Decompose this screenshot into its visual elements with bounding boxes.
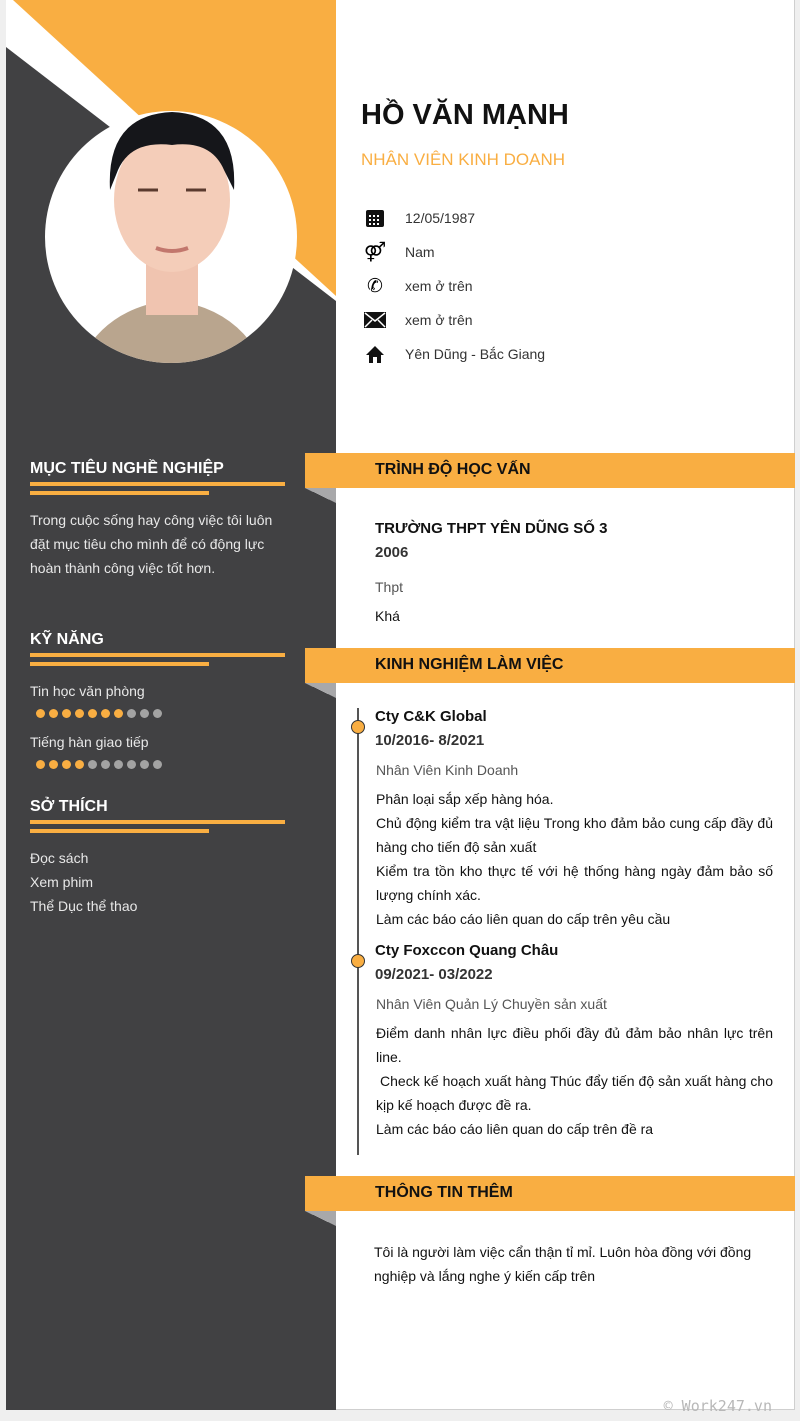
skill-dot <box>101 760 110 769</box>
job-period: 09/2021- 03/2022 <box>375 966 493 983</box>
skill-dot <box>49 709 58 718</box>
gender-icon: ⚤ <box>363 241 387 263</box>
phone: xem ở trên <box>405 278 473 294</box>
info-address <box>364 342 764 366</box>
skill-dot <box>101 709 110 718</box>
hobby-item: Đọc sách <box>30 850 89 866</box>
skill-dot <box>62 709 71 718</box>
job-duty: Làm các báo cáo liên quan do cấp trên đề ra <box>376 1121 654 1137</box>
candidate-name: HỒ VĂN MẠNH <box>361 99 569 131</box>
skill-dot <box>127 760 136 769</box>
skill-dot <box>36 709 45 718</box>
email-icon <box>364 309 386 331</box>
ribbon-fold <box>305 683 336 698</box>
experience-title: KINH NGHIỆM LÀM VIỆC <box>375 656 564 673</box>
objective-heading: MỤC TIÊU NGHỀ NGHIỆP <box>30 460 224 477</box>
divider <box>30 820 285 824</box>
major: Thpt <box>375 579 404 595</box>
header-decoration <box>6 0 336 370</box>
gender: Nam <box>405 244 435 260</box>
home-icon <box>364 343 386 365</box>
skill-dot <box>140 760 149 769</box>
skill-name: Tin học văn phòng <box>30 683 145 699</box>
ribbon-fold <box>305 1211 336 1226</box>
info-birthdate <box>364 206 764 230</box>
skill-rating <box>36 709 162 718</box>
address: Yên Dũng - Bắc Giang <box>405 346 546 362</box>
job-description <box>376 1021 773 1141</box>
additional-title: THÔNG TIN THÊM <box>375 1184 513 1201</box>
skill-dot <box>88 709 97 718</box>
objective-text: Trong cuộc sống hay công việc tôi luôn đặt mục tiêu cho mình để có động lực hoàn thành công việc tốt hơn. <box>30 512 273 576</box>
hobbies-heading: SỞ THÍCH <box>30 798 108 815</box>
skill-dot <box>114 760 123 769</box>
additional-text: Tôi là người làm việc cẩn thận tỉ mỉ. Luôn hòa đồng với đồng nghiệp và lắng nghe ý kiến cấp trên <box>374 1244 752 1284</box>
skill-dot <box>127 709 136 718</box>
education-heading <box>305 453 795 488</box>
info-gender <box>364 240 764 264</box>
job-duty: Check kế hoạch xuất hàng Thúc đẩy tiến độ sản xuất hàng cho kịp kế hoạch được đề ra. <box>376 1073 773 1113</box>
skills-heading: KỸ NĂNG <box>30 631 104 648</box>
skill-dot <box>36 760 45 769</box>
candidate-title: NHÂN VIÊN KINH DOANH <box>361 150 566 169</box>
skill-dot <box>75 709 84 718</box>
skill-dot <box>114 709 123 718</box>
divider <box>30 653 285 657</box>
job-position: Nhân Viên Quản Lý Chuyền sản xuất <box>376 996 607 1012</box>
divider <box>30 829 209 833</box>
ribbon-fold <box>305 488 336 503</box>
job-duty: Phân loại sắp xếp hàng hóa. <box>376 791 554 807</box>
divider <box>30 482 285 486</box>
skill-dot <box>153 760 162 769</box>
divider <box>30 491 209 495</box>
skill-dot <box>153 709 162 718</box>
birthdate: 12/05/1987 <box>405 210 476 226</box>
calendar-icon <box>364 207 386 229</box>
skill-dot <box>75 760 84 769</box>
school-year: 2006 <box>375 544 409 561</box>
hobby-item: Thể Dục thể thao <box>30 898 138 914</box>
skill-name: Tiếng hàn giao tiếp <box>30 734 149 750</box>
email: xem ở trên <box>405 312 473 328</box>
timeline-line <box>357 708 359 1155</box>
experience-heading <box>305 648 795 683</box>
hobby-list <box>30 846 280 918</box>
job-company: Cty Foxccon Quang Châu <box>375 942 559 959</box>
grade: Khá <box>375 608 400 624</box>
job-company: Cty C&K Global <box>375 708 487 725</box>
divider <box>30 662 209 666</box>
additional-heading <box>305 1176 795 1211</box>
skill-dot <box>140 709 149 718</box>
job-position: Nhân Viên Kinh Doanh <box>376 762 519 778</box>
info-email <box>364 308 764 332</box>
timeline-dot <box>351 720 365 734</box>
skill-dot <box>49 760 58 769</box>
skill-dot <box>62 760 71 769</box>
job-period: 10/2016- 8/2021 <box>375 732 485 749</box>
skill-rating <box>36 760 162 769</box>
timeline-dot <box>351 954 365 968</box>
job-duty: Kiểm tra tồn kho thực tế với hệ thống hàng ngày đảm bảo số lượng chính xác. <box>376 863 773 903</box>
job-duty: Điểm danh nhân lực điều phối đầy đủ đảm bảo nhân lực trên line. <box>376 1025 773 1065</box>
job-duty: Làm các báo cáo liên quan do cấp trên yêu cầu <box>376 911 671 927</box>
info-phone <box>364 274 764 298</box>
education-title: TRÌNH ĐỘ HỌC VẤN <box>375 461 531 478</box>
skill-dot <box>88 760 97 769</box>
watermark: © Work247.vn <box>663 1397 772 1415</box>
school-name: TRƯỜNG THPT YÊN DŨNG SỐ 3 <box>375 520 608 537</box>
job-description <box>376 787 773 931</box>
phone-icon: ✆ <box>367 275 383 297</box>
job-duty: Chủ động kiểm tra vật liệu Trong kho đảm bảo cung cấp đầy đủ hàng cho tiến độ sản xuất <box>376 815 773 855</box>
hobby-item: Xem phim <box>30 874 94 890</box>
